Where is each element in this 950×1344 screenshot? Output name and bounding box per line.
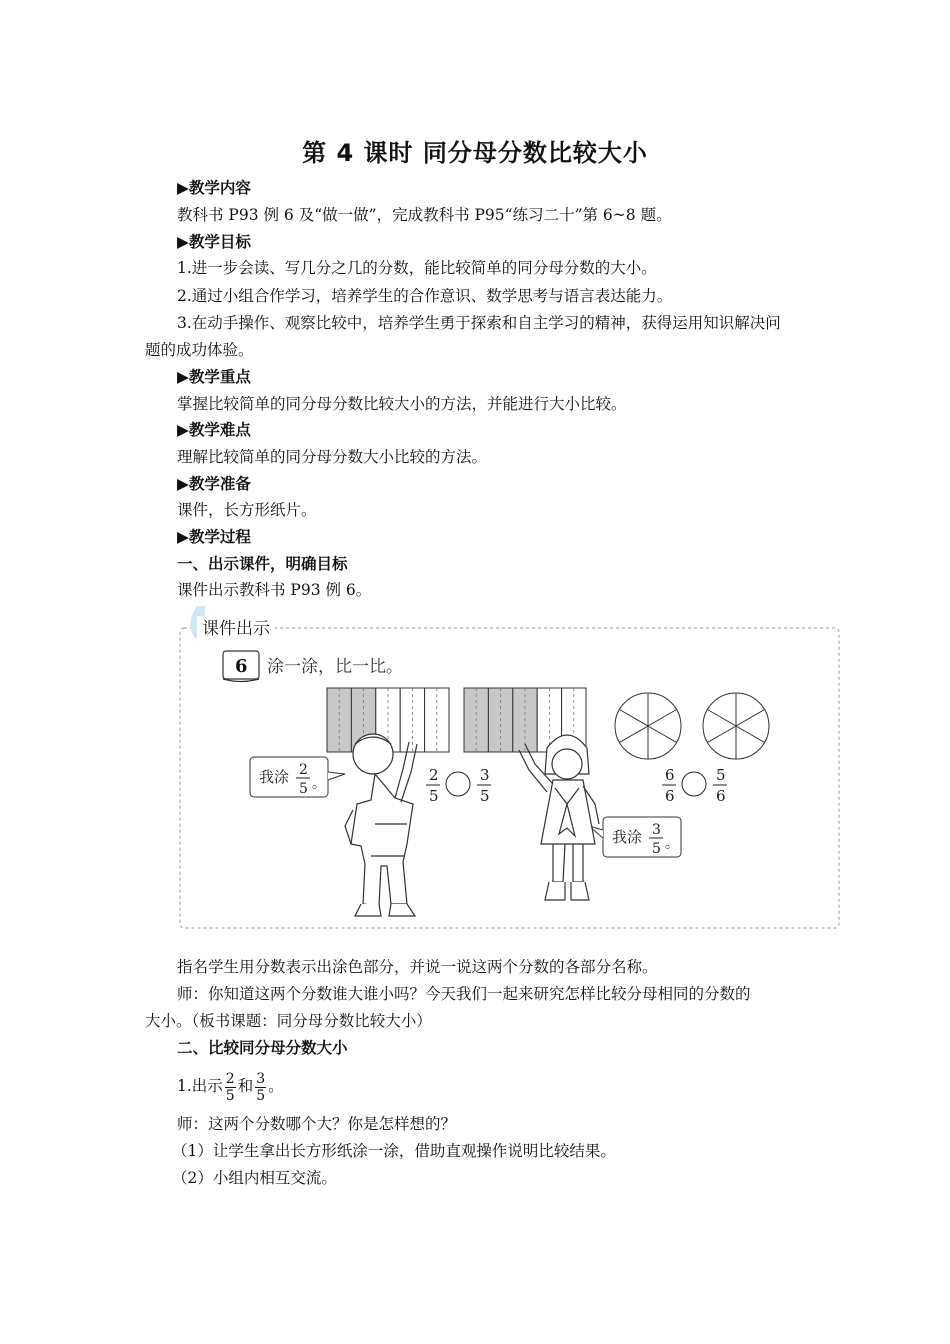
textbook-figure [175, 604, 843, 932]
step-2-heading: 二、比较同分母分数大小 [177, 1039, 348, 1057]
cmp1-left-den: 5 [429, 787, 439, 805]
step-1-heading: 一、出示课件，明确目标 [177, 555, 348, 573]
section-heading-key: ▶教学重点 [177, 368, 251, 386]
substep-2: （2）小组内相互交流。 [172, 1169, 337, 1187]
cmp1-left-num: 2 [429, 766, 439, 784]
step-1-text: 课件出示教科书 P93 例 6。 [177, 581, 372, 599]
example-number: 6 [235, 656, 248, 677]
svg-text:。: 。 [665, 836, 679, 852]
cmp1-right-num: 3 [480, 766, 490, 784]
after-figure-text-2-line-1: 师：你知道这两个分数谁大谁小吗？今天我们一起来研究怎样比较分母相同的分数的 [177, 985, 751, 1003]
substep-1: （1）让学生拿出长方形纸涂一涂，借助直观操作说明比较结果。 [172, 1142, 616, 1160]
cmp1-right-den: 5 [480, 787, 490, 805]
cmp2-answer-circle [682, 772, 706, 796]
cmp2-right-den: 6 [716, 787, 726, 805]
show-and: 和 [237, 1077, 254, 1095]
bubble-left-num: 2 [299, 762, 308, 778]
fraction-circle-left [615, 693, 681, 759]
lesson-title: 第 4 课时 同分母分数比较大小 [302, 139, 648, 167]
fraction-numerator: 2 [225, 1070, 235, 1087]
banner-label: 课件出示 [202, 619, 270, 639]
section-heading-difficulty: ▶教学难点 [177, 421, 251, 439]
section-heading-preparation: ▶教学准备 [177, 475, 251, 493]
svg-text:。: 。 [312, 776, 326, 792]
section-heading-goals: ▶教学目标 [177, 233, 251, 251]
goal-3-line-2: 题的成功体验。 [145, 341, 254, 359]
figure-svg [175, 604, 843, 932]
question-text: 师：这两个分数哪个大？你是怎样想的？ [177, 1115, 457, 1133]
bubble-left-den: 5 [299, 781, 308, 797]
show-prefix: 1.出示 [177, 1077, 223, 1095]
example-instruction: 涂一涂，比一比。 [267, 657, 403, 677]
goal-1: 1.进一步会读、写几分之几的分数，能比较简单的同分母分数的大小。 [177, 259, 657, 277]
bubble-right-text: 我涂 [612, 828, 643, 846]
bubble-right-num: 3 [652, 822, 661, 838]
fraction-two-fifths [225, 1071, 236, 1104]
bubble-left-text: 我涂 [259, 768, 290, 786]
cmp1-answer-circle [446, 772, 470, 796]
fraction-three-fifths [255, 1071, 266, 1104]
girl-illustration [519, 735, 599, 900]
cmp2-left-num: 6 [665, 766, 675, 784]
after-figure-text-1: 指名学生用分数表示出涂色部分，并说一说这两个分数的各部分名称。 [177, 958, 658, 976]
bubble-right-den: 5 [652, 841, 661, 857]
fraction-denominator: 5 [225, 1087, 235, 1104]
goal-3-line-1: 3.在动手操作、观察比较中，培养学生勇于探索和自主学习的精神，获得运用知识解决问 [177, 314, 781, 332]
show-fractions-line [177, 1064, 284, 1108]
boy-illustration [345, 734, 417, 916]
after-figure-text-2-line-2: 大小。（板书课题：同分母分数比较大小） [145, 1012, 432, 1030]
cmp2-left-den: 6 [665, 787, 675, 805]
show-end: 。 [268, 1077, 284, 1095]
goal-2: 2.通过小组合作学习，培养学生的合作意识、数学思考与语言表达能力。 [177, 287, 673, 305]
key-text: 掌握比较简单的同分母分数比较大小的方法，并能进行大小比较。 [177, 395, 627, 413]
cmp2-right-num: 5 [716, 766, 726, 784]
section-heading-content: ▶教学内容 [177, 179, 251, 197]
fraction-circle-right [703, 693, 769, 759]
fraction-denominator: 5 [256, 1087, 266, 1104]
difficulty-text: 理解比较简单的同分母分数大小比较的方法。 [177, 448, 488, 466]
section-heading-process: ▶教学过程 [177, 528, 251, 546]
preparation-text: 课件，长方形纸片。 [177, 501, 317, 519]
content-text: 教科书 P93 例 6 及“做一做”，完成教科书 P95“练习二十”第 6~8 题。 [177, 206, 672, 224]
fraction-numerator: 3 [256, 1070, 266, 1087]
